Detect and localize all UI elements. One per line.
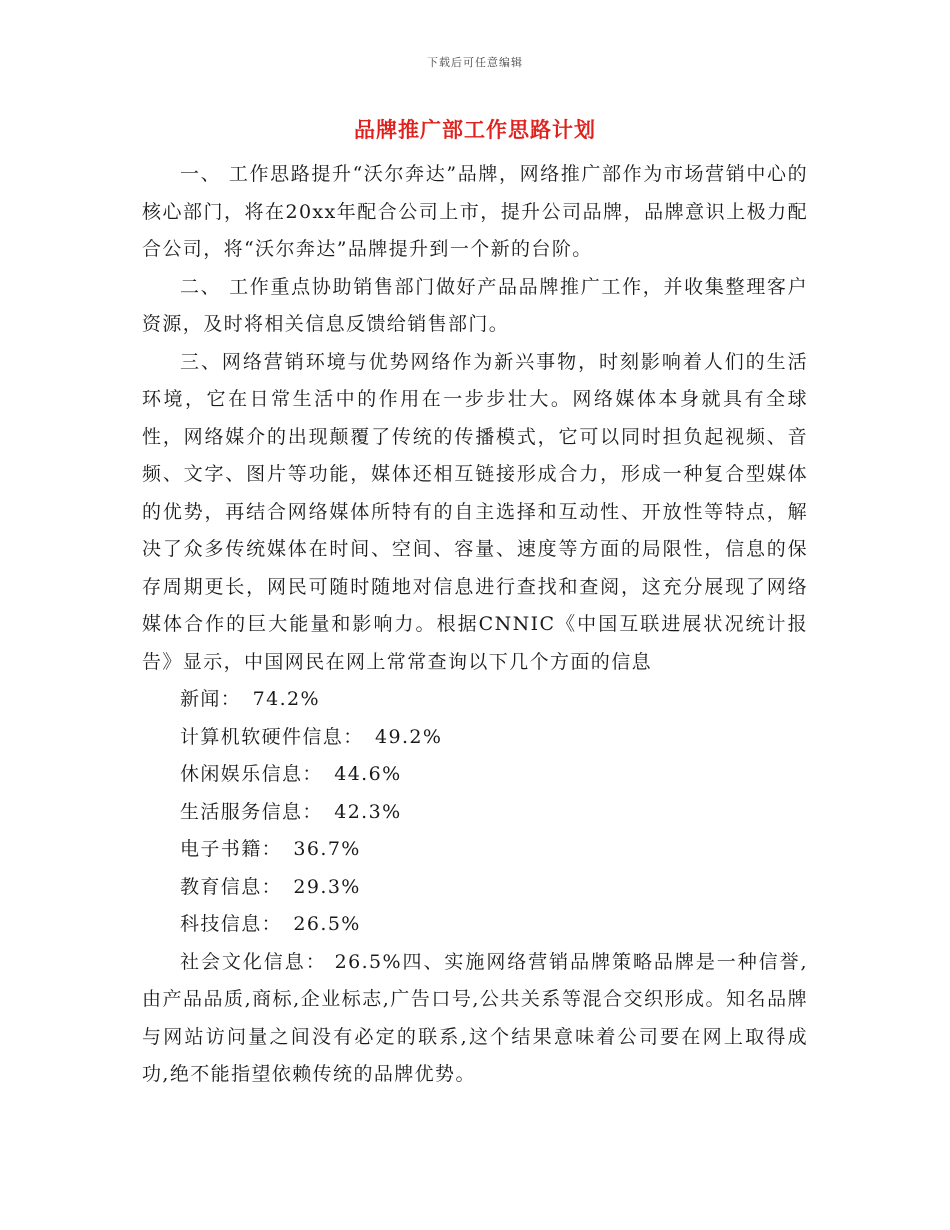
closing-paragraph: 社会文化信息： 26.5%四、实施网络营销品牌策略品牌是一种信誉,由产品品质,商标,企业标志,广告口号,公共关系等混合交织形成。知名品牌与网站访问量之间没有必定的联系,这个结果意味着公司要在网上取得成功,绝不能指望依赖传统的品牌优势。 <box>142 950 808 1085</box>
stat-value: 74.2% <box>252 688 320 710</box>
stat-item <box>142 869 808 907</box>
stat-item <box>142 794 808 832</box>
stat-value: 36.7% <box>293 838 361 860</box>
header-note: 下载后可任意编辑 <box>427 56 523 69</box>
stat-value: 42.3% <box>334 800 402 823</box>
stat-value: 29.3% <box>293 875 361 898</box>
stat-label: 计算机软硬件信息： <box>180 725 364 748</box>
stat-value: 26.5% <box>293 913 361 935</box>
stat-item <box>142 756 808 794</box>
stat-label: 电子书籍： <box>180 838 283 860</box>
stat-label: 新闻： <box>180 688 242 710</box>
stat-label: 生活服务信息： <box>180 800 323 823</box>
stat-label: 休闲娱乐信息： <box>180 763 323 785</box>
stat-label: 科技信息： <box>180 913 283 935</box>
stat-value: 49.2% <box>375 725 443 748</box>
stat-item <box>142 719 808 757</box>
document-title: 品牌推广部工作思路计划 <box>354 117 596 142</box>
stat-value: 44.6% <box>334 763 402 785</box>
document-body <box>142 156 808 1094</box>
stat-item <box>142 831 808 869</box>
stat-item <box>142 906 808 944</box>
stat-item <box>142 681 808 719</box>
stat-label: 教育信息： <box>180 875 283 898</box>
stats-list <box>142 681 808 944</box>
paragraph-1: 一、 工作思路提升“沃尔奔达”品牌，网络推广部作为市场营销中心的核心部门，将在20xx年配合公司上市，提升公司品牌，品牌意识上极力配合公司，将“沃尔奔达”品牌提升到一个新的台阶。 <box>142 163 808 260</box>
paragraph-2: 二、 工作重点协助销售部门做好产品品牌推广工作，并收集整理客户资源，及时将相关信息反馈给销售部门。 <box>142 275 808 335</box>
paragraph-3: 三、网络营销环境与优势网络作为新兴事物，时刻影响着人们的生活环境，它在日常生活中的作用在一步步壮大。网络媒体本身就具有全球性，网络媒介的出现颠覆了传统的传播模式，它可以同时担负起视频、音频、文字、图片等功能，媒体还相互链接形成合力，形成一种复合型媒体的优势，再结合网络媒体所特有的自主选择和互动性、开放性等特点，解决了众多传统媒体在时间、空间、容量、速度等方面的局限性，信息的保存周期更长，网民可随时随地对信息进行查找和查阅，这充分展现了网络媒体合作的巨大能量和影响力。根据CNNIC《中国互联进展状况统计报告》显示，中国网民在网上常常查询以下几个方面的信息 <box>142 350 808 673</box>
